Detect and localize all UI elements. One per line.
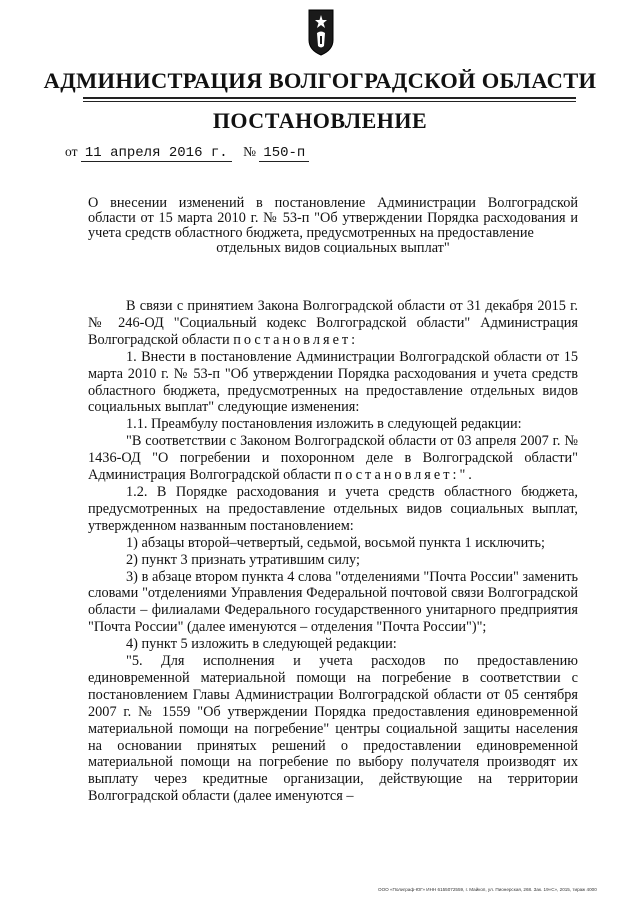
subject-line-1: О внесении изменений в постановление Администрации Волгоградской области от 15 марта 2010 г. № 53-п "Об утверждении Порядка расходования и учета средств областного бюджета, предусмотренных на предоставление — [88, 195, 578, 241]
document-type: ПОСТАНОВЛЕНИЕ — [212, 108, 428, 133]
paragraph: 1.2. В Порядке расходования и учета средств областного бюджета, предусмотренных на предоставление отдельных видов социальных выплат, утвержденном названным постановлением: — [88, 483, 578, 534]
document-subject — [88, 196, 578, 256]
header-rule-thin — [83, 101, 576, 102]
header-rule-thick — [83, 97, 576, 99]
paragraph: 1.1. Преамбулу постановления изложить в следующей редакции: — [126, 416, 522, 433]
paragraph: В связи с принятием Закона Волгоградской области от 31 декабря 2015 г. № 246-ОД "Социальный кодекс Волгоградской области" Администрация Волгоградской области постановляет: — [88, 298, 578, 348]
paragraph: 3) в абзаце втором пункта 4 слова "отделениями "Почта России" заменить словами "отделениями Управления Федеральной почтовой связи Волгоградской области – филиалами Федерального государственного унитарного предприятия "Почта России" (далее именуются – отделения "Почта России")"; — [88, 568, 578, 636]
paragraph: "5. Для исполнения и учета расходов по предоставлению единовременной материальной помощи на погребение в соответствии с постановлением Главы Администрации Волгоградской области от 05 сентября 2007 г. № 1559 "Об утверждении Порядка предоставления единовременной материальной помощи на погребение" центры социальной защиты населения на основании принятых решений о предоставлении единовременной материальной помощи на погребение по выбору получателя производят их выплату через кредитные организации, действующие на территории Волгоградской области (далее именуются – — [88, 653, 578, 805]
document-number: 150-п — [259, 145, 309, 162]
paragraph: 1) абзацы второй–четвертый, седьмой, восьмой пункта 1 исключить; — [126, 534, 546, 551]
coat-of-arms-icon — [306, 6, 336, 56]
number-prefix: № — [243, 144, 256, 159]
document-date: 11 апреля 2016 г. — [81, 145, 232, 162]
paragraph: 2) пункт 3 признать утратившим силу; — [126, 551, 360, 568]
resolution-keyword: постановляет: — [233, 331, 359, 348]
subject-line-2: отдельных видов социальных выплат" — [216, 240, 450, 256]
paragraph: "В соответствии с Законом Волгоградской области от 03 апреля 2007 г. № 1436-ОД "О погребении и похоронном деле в Волгоградской области" Администрация Волгоградской области постановляет:". — [88, 433, 578, 484]
paragraph: 1. Внести в постановление Администрации Волгоградской области от 15 марта 2010 г. № 53-п "Об утверждении Порядка расходования и учета средств областного бюджета, предусмотренных на предоставление отдельных видов социальных выплат" следующие изменения: — [88, 348, 578, 416]
paragraph: 4) пункт 5 изложить в следующей редакции: — [126, 636, 397, 653]
resolution-keyword: постановляет:". — [334, 467, 475, 484]
printer-imprint: ООО «Полиграф-ЮГ» ИНН 6155072559, г. Майкоп, ул. Пионерская, 268. Зак. 19«С», 2015, тираж 4000 — [378, 887, 597, 892]
date-prefix: от — [65, 144, 78, 159]
date-line — [65, 144, 309, 162]
organization-name: АДМИНИСТРАЦИЯ ВОЛГОГРАДСКОЙ ОБЛАСТИ — [43, 68, 597, 93]
document-body — [88, 298, 578, 805]
